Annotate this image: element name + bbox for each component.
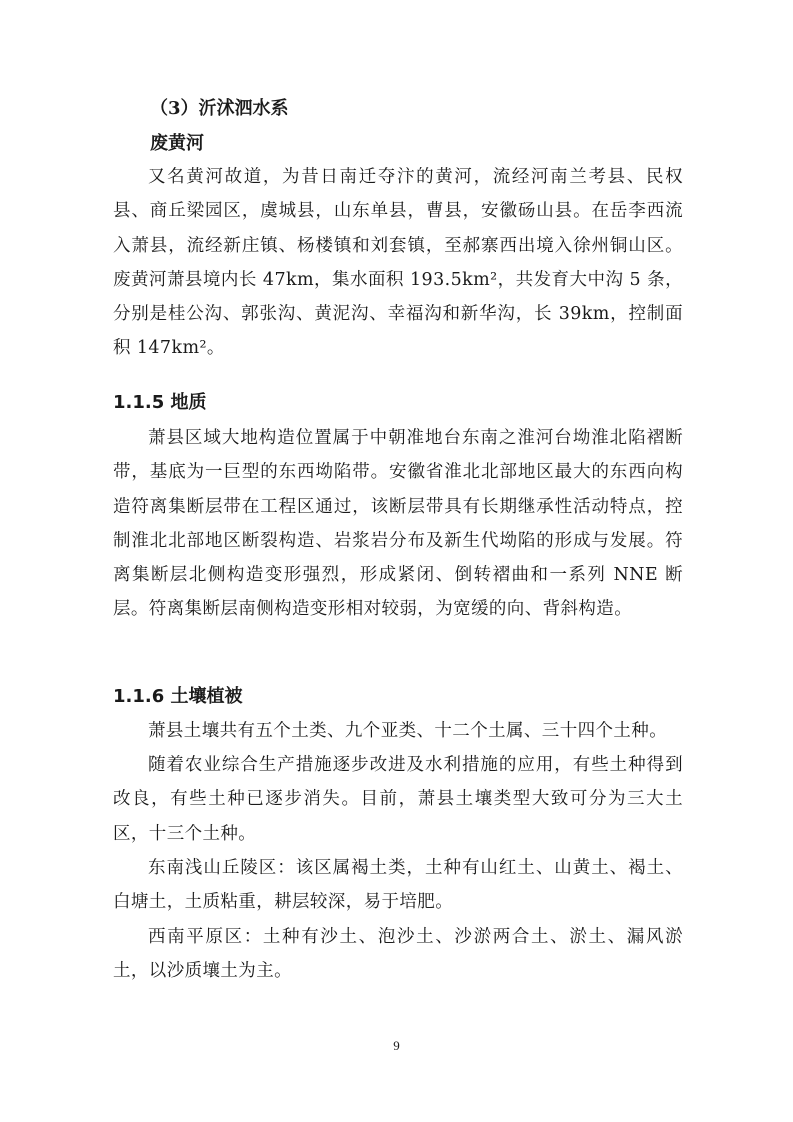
paragraph-soil-improvement: 随着农业综合生产措施逐步改进及水利措施的应用，有些土种得到改良，有些土种已逐步消失。目前，萧县土壤类型大致可分为三大土区，十三个土种。 [113, 755, 683, 844]
section-heading-yishusi: （3）沂沭泗水系 [150, 98, 289, 119]
subheading-feihuanghe: 废黄河 [150, 133, 204, 154]
page-number: 9 [393, 1038, 400, 1053]
heading-1-1-5-geology: 1.1.5 地质 [113, 392, 207, 413]
heading-1-1-6-soil-vegetation: 1.1.6 土壤植被 [113, 686, 243, 707]
paragraph-soil-types: 萧县土壤共有五个土类、九个亚类、十二个土属、三十四个土种。 [148, 721, 668, 741]
paragraph-southeast-hills: 东南浅山丘陵区：该区属褐土类，土种有山红土、山黄土、褐土、白塘土，土质粘重，耕层较深，易于培肥。 [113, 858, 683, 913]
paragraph-geology: 萧县区域大地构造位置属于中朝准地台东南之淮河台坳淮北陷褶断带，基底为一巨型的东西坳陷带。安徽省淮北北部地区最大的东西向构造符离集断层带在工程区通过，该断层带具有长期继承性活动特点，控制淮北北部地区断裂构造、岩浆岩分布及新生代坳陷的形成与发展。符离集断层北侧构造变形强烈，形成紧闭、倒转褶曲和一系列 NNE 断层。符离集断层南侧构造变形相对较弱，为宽缓的向、背斜构造。 [113, 428, 683, 620]
paragraph-feihuanghe: 又名黄河故道，为昔日南迁夺汴的黄河，流经河南兰考县、民权县、商丘梁园区，虞城县，山东单县，曹县，安徽砀山县。在岳李西流入萧县，流经新庄镇、杨楼镇和刘套镇，至郝寨西出境入徐州铜山区。废黄河萧县境内长 47km，集水面积 193.5km²，共发育大中沟 5 条，分别是桂公沟、郭张沟、黄泥沟、幸福沟和新华沟，长 39km，控制面积 147km²。 [113, 167, 683, 359]
paragraph-southwest-plain: 西南平原区：土种有沙土、泡沙土、沙淤两合土、淤土、漏风淤土，以沙质壤土为主。 [113, 927, 683, 982]
